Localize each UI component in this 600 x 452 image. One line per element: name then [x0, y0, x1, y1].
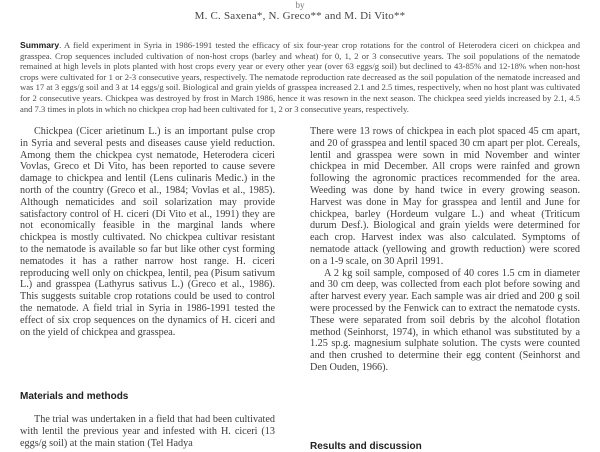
- methods-text: [20, 414, 275, 449]
- introduction-paragraph: Chickpea (Cicer arietinum L.) is an important pulse crop in Syria and several pests and diseases cause yield reduction. Among them the chickpea cyst nematode, Heterodera ciceri Vovlas, Greco et Di Vito, has been reported to cause severe damage to chickpea and lentil (Lens culinaris Medic.) in the north of the country (Greco et al., 1984; Vovlas et al., 1985). Although nematicides and soil solarization may provide satisfactory control of H. ciceri (Di Vito et al., 1991) they are not economically feasible in the marginal lands where chickpea is mostly cultivated. No chickpea cultivar resistant to the nematode is available so far but like other cyst forming nematodes it has a rather narrow host range. H. ciceri reproducing well only on chickpea, lentil, pea (Pisum sativum L.) and grasspea (Lathyrus sativus L.) (Greco et al., 1986). This suggests suitable crop rotations could be used to control the nematode. A field trial in Syria in 1986-1991 tested the effect of six crop sequences on the dynamics of H. ciceri and on the yield of chickpea and grasspea.: [20, 126, 275, 338]
- soil-sampling-paragraph: A 2 kg soil sample, composed of 40 cores 1.5 cm in diameter and 30 cm deep, was collected from each plot before sowing and after harvest every year. Each sample was air dried and 200 g soil were processed by the Fenwick can to extract the nematode cysts. These were separated from soil debris by the alcohol flotation method (Seinhorst, 1974), in which ethanol was substituted by a 1.25 sp.g. magnesium sulphate solution. The cysts were counted and then crushed to determine their egg content (Seinhorst and Den Ouden, 1966).: [310, 267, 580, 373]
- right-column: [310, 126, 580, 374]
- summary-label: Summary: [20, 40, 60, 50]
- left-column: [20, 126, 275, 338]
- section-heading-results-discussion: Results and discussion: [310, 441, 422, 452]
- summary-paragraph: [20, 40, 580, 114]
- summary-text: . A field experiment in Syria in 1986-1991 tested the efficacy of six four-year crop rotations for the control of Heterodera ciceri on chickpea and grasspea. Crop sequences included cultivation of non-host crops (barley and wheat) for 0, 1, 2 or 3 consecutive years. The soil populations of the nematode remained at high levels in plots planted with host crops every year or every other year (over 63 eggs/g soil) but declined to 43-85% and 12-18% when non-host crops were cultivated for 1 or 2-3 consecutive years, respectively. The nematode reproduction rate decreased as the soil population of the nematode increased and was 17 at 3 eggs/g soil and 3 at 14 eggs/g soil. Biological and grain yields of grasspea increased 2.1 and 2.5 times, respectively, when no host plant was cultivated for 2 consecutive years. Chickpea was destroyed by frost in March 1986, hence it was resown in the next season. The chickpea seed yields increased by 2.1, 4.5 and 7.3 times in plots in which no chickpea crop had been cultivated for 1, 2 or 3 consecutive years, respectively.: [20, 40, 580, 114]
- methods-paragraph: The trial was undertaken in a field that had been cultivated with lentil the previous year and infested with H. ciceri (13 eggs/g soil) at the main station (Tel Hadya: [20, 414, 275, 449]
- section-heading-materials-methods: Materials and methods: [20, 391, 129, 402]
- plot-layout-paragraph: There were 13 rows of chickpea in each plot spaced 45 cm apart, and 20 of grasspea and lentil spaced 30 cm apart per plot. Cereals, lentil and grasspea were sown in mid November and winter chickpea in mid December. All crops were rainfed and grown following the agronomic practices recommended for the area. Weeding was done by hand twice in every growing season. Harvest was done in May for grasspea and lentil and June for chickpea, barley (Hordeum vulgare L.) and wheat (Triticum durum Desf.). Biological and grain yields were determined for each crop. Harvest index was also calculated. Symptoms of nematode attack (yellowing and growth reduction) were scored on a 1-9 scale, on 30 April 1991.: [310, 126, 580, 267]
- author-list: M. C. Saxena*, N. Greco** and M. Di Vito**: [194, 10, 406, 22]
- byline: by: [295, 0, 305, 10]
